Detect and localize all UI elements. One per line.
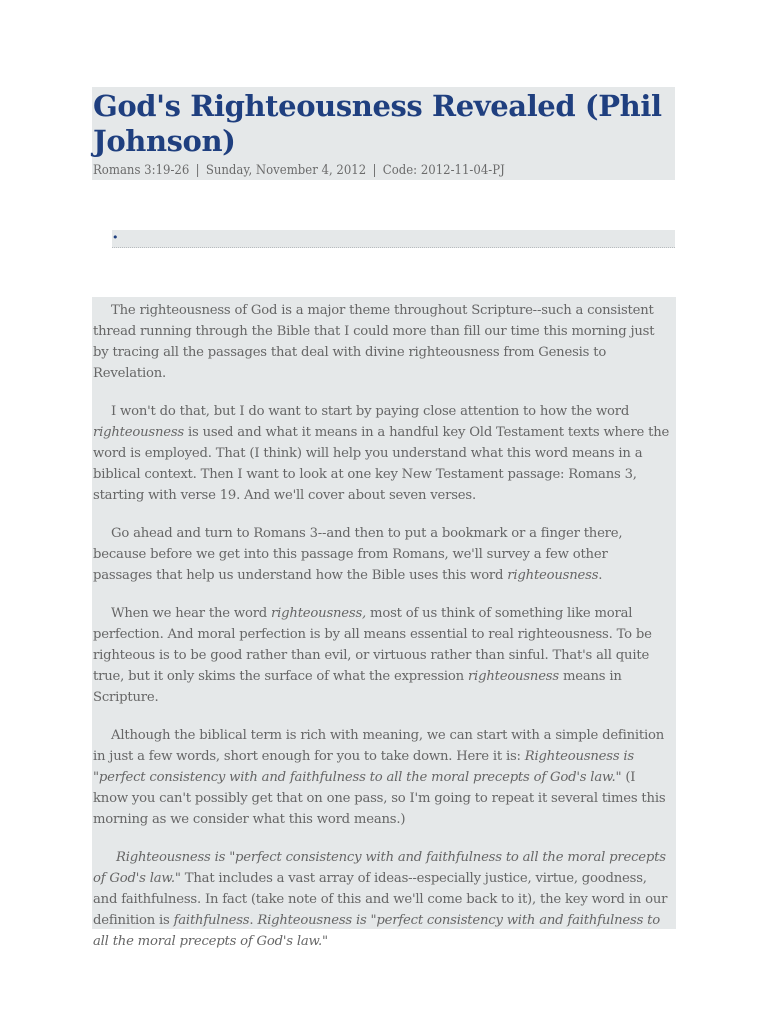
- meta-separator: |: [372, 163, 377, 178]
- article-title: God's Righteousness Revealed (Phil Johnson): [93, 89, 662, 158]
- paragraph-text: That includes a vast array of ideas--especially justice, virtue, goodness, and faithfulness. In fact (take note of this and we'll come back to it), the key word in our definition is: [93, 871, 668, 928]
- paragraph-text: (I know you can't possibly get that on one pass, so I'm going to repeat it several times this morning as we consider what this word means.): [93, 770, 666, 827]
- paragraph-text: means in Scripture.: [93, 669, 622, 705]
- meta-code: Code: 2012-11-04-PJ: [382, 163, 505, 178]
- share-bar: [112, 230, 675, 248]
- article-text: [92, 297, 676, 952]
- emphasized-text: righteousness: [467, 669, 559, 684]
- body-paragraph: [93, 847, 670, 952]
- article-header: [92, 87, 675, 180]
- emphasized-text: Righteousness is "perfect consistency with and faithfulness to all the moral precepts of God's law.": [93, 850, 666, 886]
- paragraph-text: When we hear the word: [111, 606, 272, 621]
- body-paragraph: [93, 300, 670, 384]
- paragraph-text: Although the biblical term is rich with meaning, we can start with a simple definition in just a few words, short enough for you to take down. Here it is:: [93, 728, 665, 764]
- emphasized-text: Righteousness is "perfect consistency with and faithfulness to all the moral precepts of God's law.": [93, 913, 660, 949]
- paragraph-text: Go ahead and turn to Romans 3--and then to put a bookmark or a finger there, because before we get into this passage from Romans, we'll survey a few other passages that help us understand how the Bible uses this word: [93, 526, 623, 583]
- paragraph-text: The righteousness of God is a major theme throughout Scripture--such a consistent thread running through the Bible that I could more than fill our time this morning just by tracing all the passages that deal with divine righteousness from Genesis to Revelation.: [93, 303, 655, 381]
- meta-separator: |: [195, 163, 200, 178]
- emphasized-text: righteousness: [507, 568, 599, 583]
- emphasized-text: righteousness: [93, 425, 184, 440]
- article-meta: [93, 163, 505, 179]
- paragraph-text: most of us think of something like moral perfection. And moral perfection is by all means essential to real righteousness. To be righteous is to be good rather than evil, or virtuous rather than sinful. That's all quite true, but it only skims the surface of what the expression: [93, 606, 652, 684]
- paragraph-text: is used and what it means in a handful key Old Testament texts where the word is employed. That (I think) will help you understand what this word means in a biblical context. Then I want to look at one key New Testament passage: Romans 3, starting with verse 19. And we'll cover about seven verses.: [93, 425, 670, 503]
- meta-scripture: Romans 3:19-26: [93, 163, 190, 178]
- paragraph-text: .: [249, 913, 258, 928]
- meta-date: Sunday, November 4, 2012: [205, 163, 367, 178]
- body-paragraph: [93, 603, 670, 708]
- body-paragraph: [93, 401, 670, 506]
- article-body: [92, 297, 676, 949]
- paragraph-text: I won't do that, but I do want to start by paying close attention to how the word: [111, 404, 630, 419]
- body-paragraph: [93, 725, 670, 830]
- paragraph-text: .: [598, 568, 603, 583]
- emphasized-text: Righteousness is "perfect consistency with and faithfulness to all the moral precepts of God's law.": [93, 749, 634, 785]
- list-bullet: •: [112, 231, 119, 244]
- emphasized-text: faithfulness: [173, 913, 250, 928]
- emphasized-text: righteousness,: [271, 606, 367, 621]
- body-paragraph: [93, 523, 670, 586]
